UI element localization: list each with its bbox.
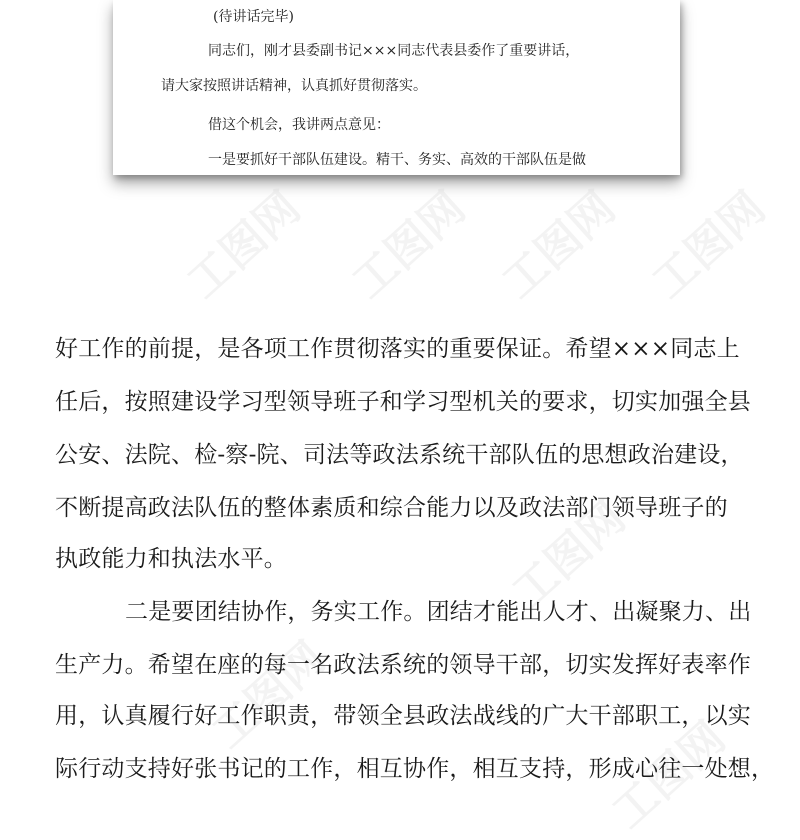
document-preview-card — [113, 0, 680, 175]
preview-line: 借这个机会，我讲两点意见： — [208, 117, 390, 133]
body-text-line: 执政能力和执法水平。 — [55, 546, 287, 572]
body-text-line: 用，认真履行好工作职责，带领全县政法战线的广大干部职工，以实 — [55, 703, 751, 729]
watermark: 工图网 — [602, 712, 736, 839]
body-text-line: 任后，按照建设学习型领导班子和学习型机关的要求，切实加强全县 — [55, 389, 751, 415]
watermark: 工图网 — [177, 182, 311, 309]
body-text-line: 二是要团结协作，务实工作。团结才能出人才、出凝聚力、出 — [125, 599, 752, 625]
watermark: 工图网 — [202, 632, 336, 759]
preview-line: 同志们，刚才县委副书记×××同志代表县委作了重要讲话， — [208, 43, 580, 59]
preview-line: 一是要抓好干部队伍建设。精干、务实、高效的干部队伍是做 — [208, 152, 586, 168]
watermark: 工图网 — [492, 182, 626, 309]
body-text-line: 际行动支持好张书记的工作，相互协作，相互支持，形成心往一处想， — [55, 756, 775, 782]
watermark: 工图网 — [502, 492, 636, 619]
preview-line: 请大家按照讲话精神，认真抓好贯彻落实。 — [161, 78, 427, 94]
watermark: 工图网 — [642, 182, 776, 309]
body-text-line: 公安、法院、检-察-院、司法等政法系统干部队伍的思想政治建设， — [55, 442, 744, 468]
body-text-line: 生产力。希望在座的每一名政法系统的领导干部，切实发挥好表率作 — [55, 652, 751, 678]
preview-line: (待讲话完毕) — [213, 9, 294, 25]
body-text-line: 不断提高政法队伍的整体素质和综合能力以及政法部门领导班子的 — [55, 495, 728, 521]
body-text-line: 好工作的前提，是各项工作贯彻落实的重要保证。希望×××同志上 — [55, 336, 740, 362]
watermark: 工图网 — [342, 182, 476, 309]
